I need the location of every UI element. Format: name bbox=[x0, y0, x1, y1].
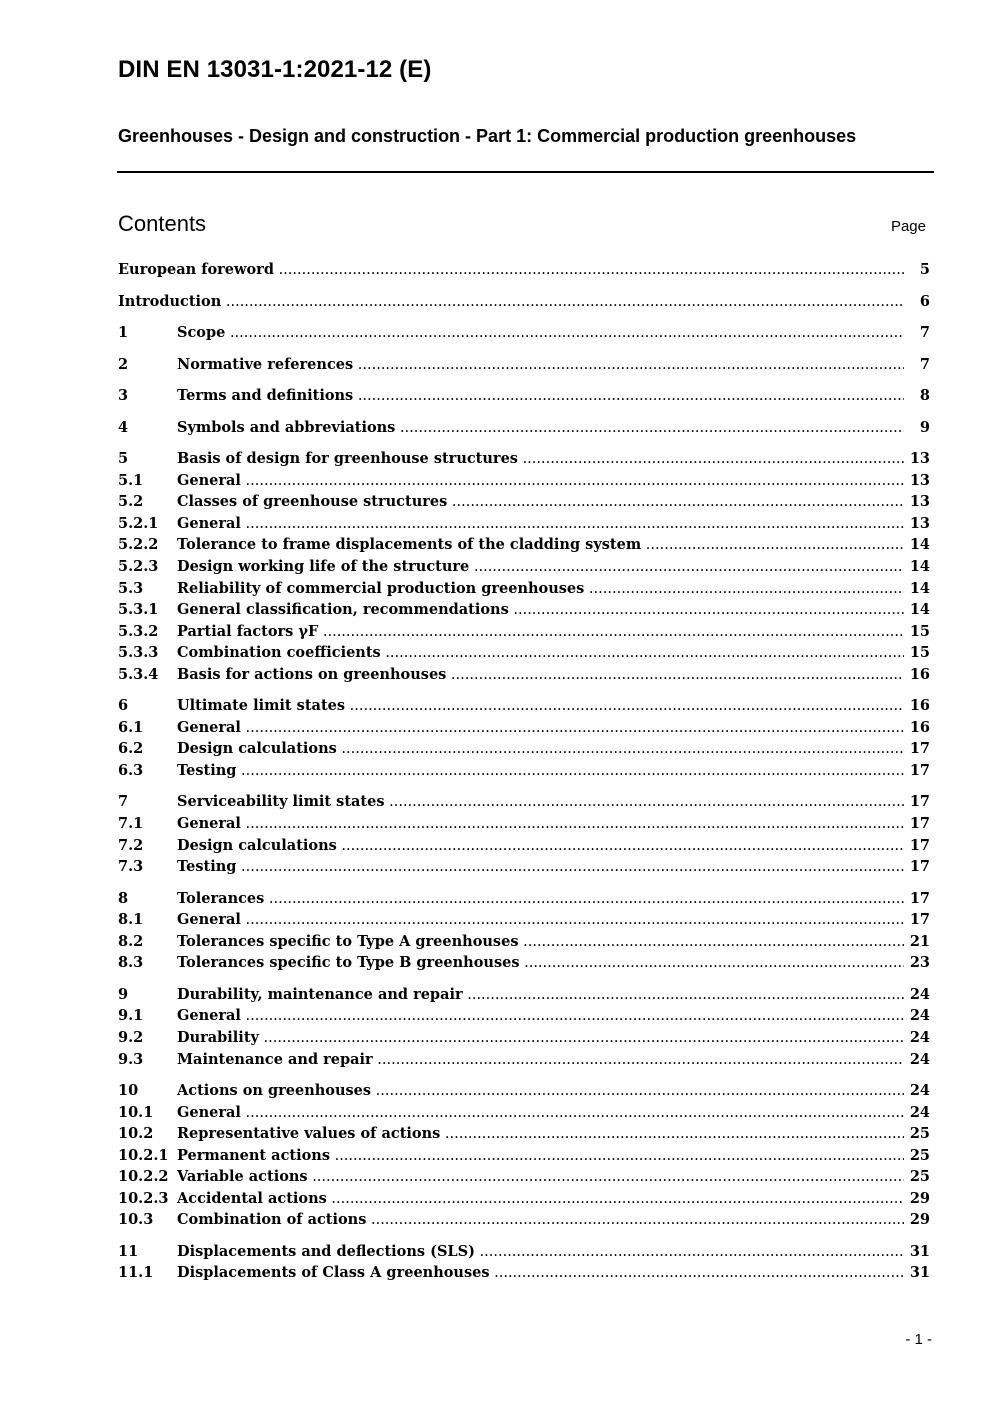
toc-entry-page: 29 bbox=[909, 1189, 930, 1207]
toc-entry-page: 25 bbox=[909, 1125, 930, 1143]
toc-entry[interactable] bbox=[118, 259, 930, 281]
toc-entry-title: General ..... bbox=[177, 813, 904, 835]
toc-entry-page: 7 bbox=[919, 324, 930, 342]
toc-entry[interactable] bbox=[118, 717, 930, 739]
toc-entry-number: 10.2.3 bbox=[118, 1189, 169, 1207]
toc-entry-number: 4 bbox=[118, 418, 129, 436]
toc-entry[interactable] bbox=[118, 491, 930, 513]
toc-entry-title: Permanent actions ..... bbox=[177, 1145, 904, 1167]
toc-entry-title: Basis of design for greenhouse structures ..... bbox=[177, 448, 904, 470]
toc-entry[interactable] bbox=[118, 599, 930, 621]
toc-entry[interactable] bbox=[118, 1209, 930, 1231]
toc-entry-title: Tolerances specific to Type A greenhouses ..... bbox=[177, 931, 904, 953]
toc-entry[interactable] bbox=[118, 322, 930, 344]
toc-entry-title: Maintenance and repair ..... bbox=[177, 1049, 904, 1071]
toc-entry[interactable] bbox=[118, 695, 930, 717]
toc-entry-title: General ..... bbox=[177, 470, 904, 492]
toc-entry-page: 13 bbox=[909, 471, 930, 489]
toc-entry-title: Partial factors γF ..... bbox=[177, 621, 904, 643]
toc-entry[interactable] bbox=[118, 1102, 930, 1124]
toc-entry[interactable] bbox=[118, 513, 930, 535]
toc-entry-title: Combination coefficients ..... bbox=[177, 642, 904, 664]
page-number: - 1 - bbox=[905, 1331, 932, 1348]
toc-entry-page: 24 bbox=[909, 1028, 930, 1046]
toc-entry[interactable] bbox=[118, 1027, 930, 1049]
toc-entry-page: 14 bbox=[909, 536, 930, 554]
toc-entry-number: 7.3 bbox=[118, 858, 144, 876]
toc-entry-number: 10.2.2 bbox=[118, 1168, 169, 1186]
toc-entry[interactable] bbox=[118, 1123, 930, 1145]
toc-entry-number: 5.2.3 bbox=[118, 558, 159, 576]
toc-entry-title: General classification, recommendations ..... bbox=[177, 599, 904, 621]
toc-entry-page: 25 bbox=[909, 1146, 930, 1164]
toc-entry[interactable] bbox=[118, 984, 930, 1006]
toc-entry-page: 25 bbox=[909, 1168, 930, 1186]
toc-entry-title: Basis for actions on greenhouses ..... bbox=[177, 664, 904, 686]
toc-entry[interactable] bbox=[118, 813, 930, 835]
toc-entry[interactable] bbox=[118, 470, 930, 492]
toc-entry[interactable] bbox=[118, 291, 930, 313]
toc-entry-number: 6.1 bbox=[118, 718, 144, 736]
toc-entry-page: 14 bbox=[909, 601, 930, 619]
toc-entry-title: Representative values of actions ..... bbox=[177, 1123, 904, 1145]
toc-entry-page: 8 bbox=[919, 387, 930, 405]
toc-entry-page: 16 bbox=[909, 697, 930, 715]
toc-entry[interactable] bbox=[118, 556, 930, 578]
toc-entry-page: 17 bbox=[909, 889, 930, 907]
toc-entry-number: 5.2.2 bbox=[118, 536, 159, 554]
toc-entry-title: Design working life of the structure ..... bbox=[177, 556, 904, 578]
toc-entry-page: 24 bbox=[909, 1050, 930, 1068]
toc-entry-number: 8.1 bbox=[118, 911, 144, 929]
toc-entry-number: 11 bbox=[118, 1242, 139, 1260]
toc-entry-number: 3 bbox=[118, 387, 129, 405]
toc-entry-title: General ..... bbox=[177, 1102, 904, 1124]
toc-entry-title: Durability ..... bbox=[177, 1027, 904, 1049]
toc-entry-page: 17 bbox=[909, 793, 930, 811]
toc-entry-title: Displacements of Class A greenhouses ..... bbox=[177, 1262, 904, 1284]
toc-entry-page: 5 bbox=[919, 261, 930, 278]
toc-entry-page: 17 bbox=[909, 911, 930, 929]
toc-entry-page: 31 bbox=[909, 1264, 930, 1282]
toc-entry-number: 9.3 bbox=[118, 1050, 144, 1068]
toc-entry-number: 8.3 bbox=[118, 954, 144, 972]
toc-entry-title: Introduction ..... bbox=[118, 291, 904, 313]
document-title: Greenhouses - Design and construction - Part 1: Commercial production greenhouses bbox=[118, 126, 857, 146]
toc-entry-title: Design calculations ..... bbox=[177, 835, 904, 857]
toc-entry-number: 5.3.4 bbox=[118, 665, 159, 683]
toc-entry[interactable] bbox=[118, 760, 930, 782]
toc-entry-title: Tolerances ..... bbox=[177, 888, 904, 910]
toc-entry-page: 13 bbox=[909, 450, 930, 468]
toc-entry-title: Serviceability limit states ..... bbox=[177, 791, 904, 813]
toc-entry-title: European foreword ..... bbox=[118, 259, 904, 281]
toc-entry[interactable] bbox=[118, 642, 930, 664]
toc-entry-number: 8 bbox=[118, 889, 129, 907]
toc-entry-page: 7 bbox=[919, 355, 930, 373]
toc-entry-title: Testing ..... bbox=[177, 856, 904, 878]
toc-entry-number: 6.3 bbox=[118, 761, 144, 779]
toc-entry-title: Design calculations ..... bbox=[177, 738, 904, 760]
toc-entry-page: 17 bbox=[909, 815, 930, 833]
toc-entry[interactable] bbox=[118, 738, 930, 760]
toc-entry-number: 9 bbox=[118, 985, 129, 1003]
toc-entry-page: 14 bbox=[909, 579, 930, 597]
toc-entry[interactable] bbox=[118, 1166, 930, 1188]
toc-entry-title: Tolerances specific to Type B greenhouses ..... bbox=[177, 952, 904, 974]
toc-entry-page: 17 bbox=[909, 836, 930, 854]
toc-entry-number: 6.2 bbox=[118, 740, 144, 758]
toc-entry-page: 6 bbox=[919, 292, 930, 310]
toc-entry-title: Reliability of commercial production greenhouses ..... bbox=[177, 578, 904, 600]
toc-entry[interactable] bbox=[118, 931, 930, 953]
toc-entry-number: 5.2.1 bbox=[118, 514, 159, 532]
toc-entry-page: 24 bbox=[909, 1082, 930, 1100]
toc-entry-number: 8.2 bbox=[118, 932, 144, 950]
toc-entry-page: 16 bbox=[909, 665, 930, 683]
toc-entry-number: 10.2.1 bbox=[118, 1146, 169, 1164]
toc-entry-title: Testing ..... bbox=[177, 760, 904, 782]
toc-entry-number: 5.3 bbox=[118, 579, 144, 597]
toc-entry-number: 5.1 bbox=[118, 471, 144, 489]
toc-entry-title: Variable actions ..... bbox=[177, 1166, 904, 1188]
toc-entry-title: Actions on greenhouses ..... bbox=[177, 1080, 904, 1102]
toc-entry-title: Tolerance to frame displacements of the cladding system ..... bbox=[177, 534, 904, 556]
toc-entry-number: 9.2 bbox=[118, 1028, 144, 1046]
toc-entry[interactable] bbox=[118, 534, 930, 556]
title-divider bbox=[117, 171, 934, 173]
toc-entry-page: 13 bbox=[909, 514, 930, 532]
toc-entry-page: 13 bbox=[909, 493, 930, 511]
toc-entry-page: 14 bbox=[909, 558, 930, 576]
toc-entry[interactable] bbox=[118, 664, 930, 686]
toc-entry-number: 10 bbox=[118, 1082, 139, 1100]
toc-entry-page: 24 bbox=[909, 1007, 930, 1025]
toc-entry-page: 17 bbox=[909, 740, 930, 758]
page-column-heading: Page bbox=[890, 218, 926, 235]
toc-entry[interactable] bbox=[118, 354, 930, 376]
toc-entry[interactable] bbox=[118, 835, 930, 857]
toc-entry[interactable] bbox=[118, 621, 930, 643]
toc-entry-number: 7.2 bbox=[118, 836, 144, 854]
toc-entry-page: 16 bbox=[909, 718, 930, 736]
toc-entry[interactable] bbox=[118, 385, 930, 407]
table-of-contents bbox=[118, 259, 930, 1284]
toc-entry-number: 1 bbox=[118, 324, 129, 342]
toc-entry-number: 7 bbox=[118, 793, 129, 811]
toc-entry[interactable] bbox=[118, 1241, 930, 1263]
toc-entry-title: General ..... bbox=[177, 909, 904, 931]
toc-entry-number: 10.3 bbox=[118, 1211, 154, 1229]
toc-entry-page: 15 bbox=[909, 622, 930, 640]
toc-entry-number: 5.2 bbox=[118, 493, 144, 511]
toc-entry-title: Scope ..... bbox=[177, 322, 904, 344]
toc-entry-number: 2 bbox=[118, 355, 129, 373]
toc-entry-number: 5 bbox=[118, 450, 129, 468]
toc-entry-number: 10.2 bbox=[118, 1125, 154, 1143]
toc-entry-page: 15 bbox=[909, 644, 930, 662]
toc-entry-title: Classes of greenhouse structures ..... bbox=[177, 491, 904, 513]
toc-entry[interactable] bbox=[118, 1005, 930, 1027]
toc-entry-page: 29 bbox=[909, 1211, 930, 1229]
toc-entry-title: Ultimate limit states ..... bbox=[177, 695, 904, 717]
toc-entry[interactable] bbox=[118, 856, 930, 878]
toc-entry-number: 5.3.2 bbox=[118, 622, 159, 640]
toc-entry[interactable] bbox=[118, 1145, 930, 1167]
toc-entry-title: General ..... bbox=[177, 1005, 904, 1027]
toc-entry[interactable] bbox=[118, 448, 930, 470]
toc-entry-page: 24 bbox=[909, 985, 930, 1003]
document-id: DIN EN 13031-1:2021-12 (E) bbox=[118, 56, 432, 83]
toc-entry-page: 17 bbox=[909, 761, 930, 779]
toc-entry-page: 24 bbox=[909, 1103, 930, 1121]
toc-entry-number: 6 bbox=[118, 697, 129, 715]
toc-entry-title: General ..... bbox=[177, 717, 904, 739]
toc-entry[interactable] bbox=[118, 1262, 930, 1284]
toc-entry-title: Symbols and abbreviations ..... bbox=[177, 417, 904, 439]
toc-entry[interactable] bbox=[118, 1080, 930, 1102]
toc-entry[interactable] bbox=[118, 791, 930, 813]
toc-entry-page: 9 bbox=[919, 418, 930, 436]
toc-entry[interactable] bbox=[118, 1188, 930, 1210]
toc-entry-number: 11.1 bbox=[118, 1264, 154, 1282]
toc-entry-page: 31 bbox=[909, 1242, 930, 1260]
toc-entry-number: 5.3.1 bbox=[118, 601, 159, 619]
toc-entry[interactable] bbox=[118, 952, 930, 974]
toc-entry[interactable] bbox=[118, 909, 930, 931]
toc-entry-title: Accidental actions ..... bbox=[177, 1188, 904, 1210]
toc-entry-title: Terms and definitions ..... bbox=[177, 385, 904, 407]
toc-entry-page: 17 bbox=[909, 858, 930, 876]
toc-entry-title: Durability, maintenance and repair ..... bbox=[177, 984, 904, 1006]
toc-entry-number: 7.1 bbox=[118, 815, 144, 833]
toc-entry-number: 5.3.3 bbox=[118, 644, 159, 662]
toc-entry[interactable] bbox=[118, 578, 930, 600]
toc-entry-title: Combination of actions ..... bbox=[177, 1209, 904, 1231]
toc-entry[interactable] bbox=[118, 888, 930, 910]
toc-entry[interactable] bbox=[118, 417, 930, 439]
toc-entry-title: General ..... bbox=[177, 513, 904, 535]
toc-entry-number: 10.1 bbox=[118, 1103, 154, 1121]
toc-entry-title: Normative references ..... bbox=[177, 354, 904, 376]
toc-entry-page: 21 bbox=[909, 932, 930, 950]
toc-entry-number: 9.1 bbox=[118, 1007, 144, 1025]
toc-entry-title: Displacements and deflections (SLS) ..... bbox=[177, 1241, 904, 1263]
contents-heading: Contents bbox=[118, 211, 207, 236]
toc-entry[interactable] bbox=[118, 1049, 930, 1071]
toc-entry-page: 23 bbox=[909, 954, 930, 972]
